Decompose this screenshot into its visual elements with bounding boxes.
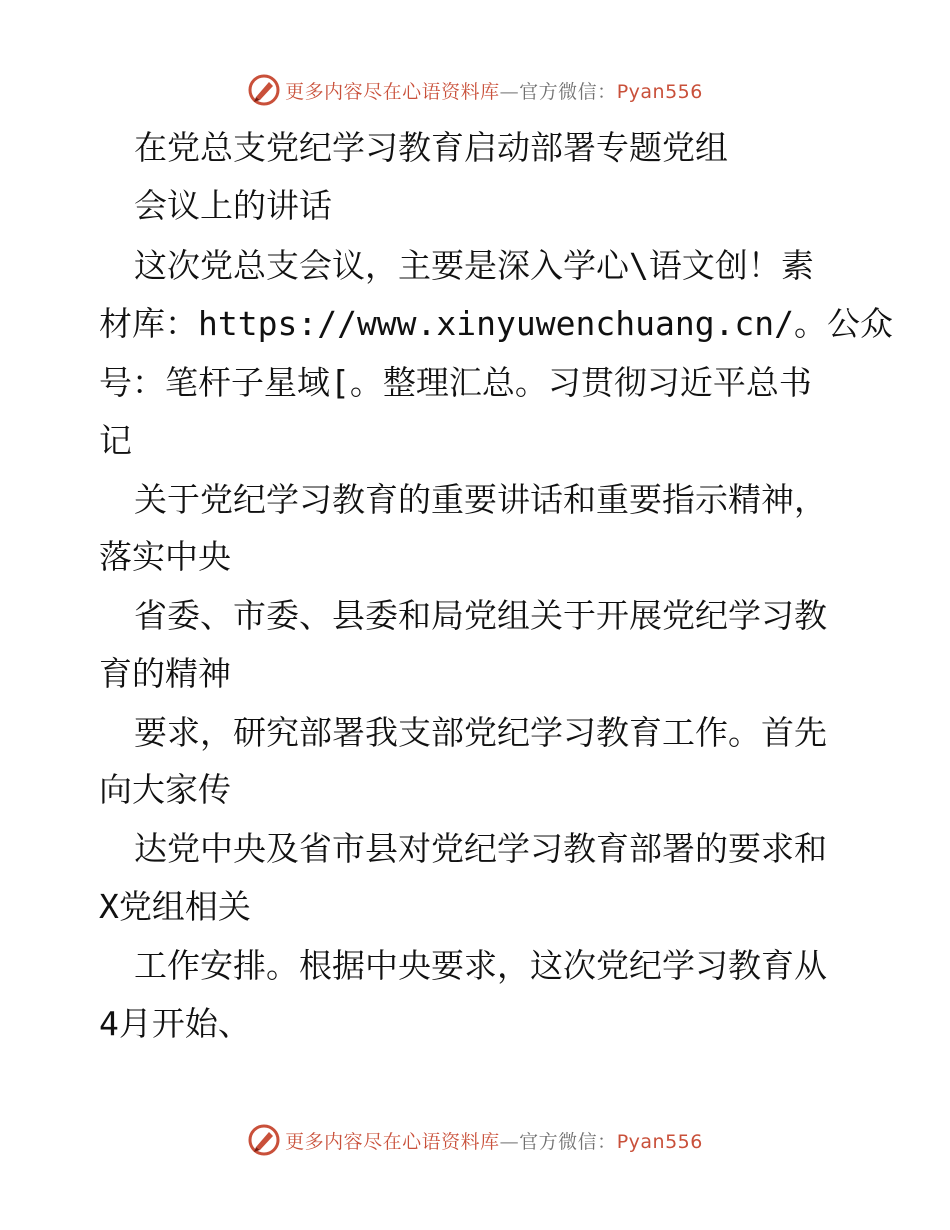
body-line: 向大家传 — [99, 770, 231, 809]
body-line: 关于党纪学习教育的重要讲话和重要指示精神， — [134, 480, 827, 519]
header-watermark — [0, 70, 950, 110]
body-line: 省委、市委、县委和局党组关于开展党纪学习教 — [134, 596, 827, 635]
body-line: 工作安排。根据中央要求，这次党纪学习教育从 — [134, 946, 827, 985]
body-line: 达党中央及省市县对党纪学习教育部署的要求和 — [134, 829, 827, 868]
footer-watermark — [0, 1120, 950, 1160]
body-line: 落实中央 — [99, 537, 231, 576]
doc-title-line-1: 在党总支党纪学习教育启动部署专题党组 — [134, 128, 728, 167]
body-line: 4月开始、 — [99, 1004, 251, 1043]
body-line: 记 — [99, 421, 132, 460]
watermark-text: 更多内容尽在心语资料库—官方微信：Pyan556 — [285, 1130, 703, 1153]
body-line: 号：笔杆子星域[。整理汇总。习贯彻习近平总书 — [99, 363, 812, 402]
body-line: 材库：https://www.xinyuwenchuang.cn/。公众 — [99, 304, 894, 343]
body-line: X党组相关 — [99, 887, 251, 926]
watermark-text: 更多内容尽在心语资料库—官方微信：Pyan556 — [285, 80, 703, 103]
body-line: 育的精神 — [99, 654, 231, 693]
pen-logo-icon — [247, 73, 281, 107]
body-line: 要求，研究部署我支部党纪学习教育工作。首先 — [134, 713, 827, 752]
doc-title-line-2: 会议上的讲话 — [134, 186, 332, 225]
pen-logo-icon — [247, 1123, 281, 1157]
body-line: 这次党总支会议，主要是深入学心\语文创！素 — [134, 246, 814, 285]
